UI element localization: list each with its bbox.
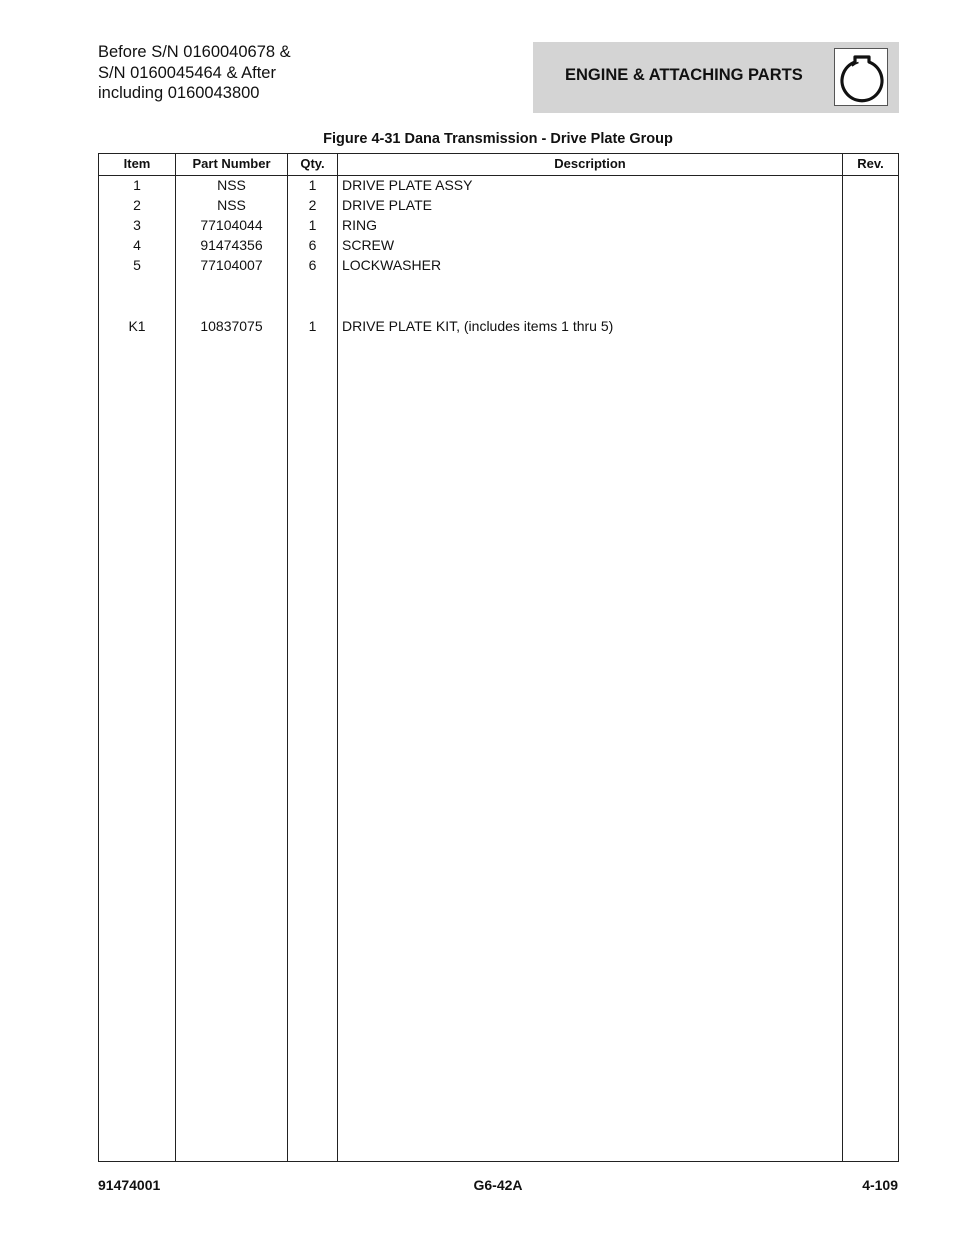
engine-flywheel-icon: [834, 48, 888, 106]
column-header-description: Description: [554, 156, 626, 171]
description-cell: SCREW: [342, 237, 395, 253]
item-cell: 2: [133, 197, 141, 213]
qty-cell: 6: [308, 237, 317, 253]
column-header-item: Item: [123, 156, 151, 171]
part-number-cell: NSS: [217, 197, 246, 213]
serial-number-note: [98, 42, 291, 104]
column-divider: [842, 154, 843, 1161]
serial-line: including 0160043800: [98, 84, 260, 102]
qty-cell: 1: [308, 318, 317, 334]
section-title: ENGINE & ATTACHING PARTS: [565, 66, 803, 84]
part-number-cell: 77104044: [200, 217, 263, 233]
qty-cell: 2: [308, 197, 317, 213]
description-cell: DRIVE PLATE KIT, (includes items 1 thru 5): [342, 318, 614, 334]
qty-cell: 6: [308, 257, 317, 273]
section-banner: [533, 42, 899, 113]
description-cell: LOCKWASHER: [342, 257, 442, 273]
description-cell: DRIVE PLATE: [342, 197, 432, 213]
table-row: [99, 175, 898, 195]
description-cell: RING: [342, 217, 377, 233]
item-cell: 4: [133, 237, 141, 253]
table-row: [99, 316, 898, 336]
column-divider: [337, 154, 338, 1161]
item-cell: K1: [128, 318, 146, 334]
part-number-cell: NSS: [217, 177, 246, 193]
figure-title: Figure 4-31 Dana Transmission - Drive Plate Group: [323, 131, 673, 147]
qty-cell: 1: [308, 177, 317, 193]
column-header-rev: Rev.: [857, 156, 884, 171]
qty-cell: 1: [308, 217, 317, 233]
item-cell: 1: [133, 177, 141, 193]
part-number-cell: 91474356: [200, 237, 263, 253]
column-divider: [175, 154, 176, 1161]
parts-table: [98, 153, 899, 1162]
table-row: [99, 235, 898, 255]
serial-line: Before S/N 0160040678 &: [98, 43, 291, 61]
column-header-qty: Qty.: [300, 156, 325, 171]
description-cell: DRIVE PLATE ASSY: [342, 177, 473, 193]
part-number-cell: 10837075: [200, 318, 263, 334]
item-cell: 3: [133, 217, 141, 233]
table-row: [99, 195, 898, 215]
column-header-part-number: Part Number: [192, 156, 271, 171]
footer-page-number: 4-109: [862, 1177, 898, 1193]
column-divider: [287, 154, 288, 1161]
part-number-cell: 77104007: [200, 257, 263, 273]
serial-line: S/N 0160045464 & After: [98, 63, 276, 82]
footer-doc-number: 91474001: [98, 1177, 161, 1193]
table-row: [99, 215, 898, 235]
footer-model: G6-42A: [473, 1177, 523, 1193]
item-cell: 5: [133, 257, 141, 273]
table-row: [99, 255, 898, 275]
